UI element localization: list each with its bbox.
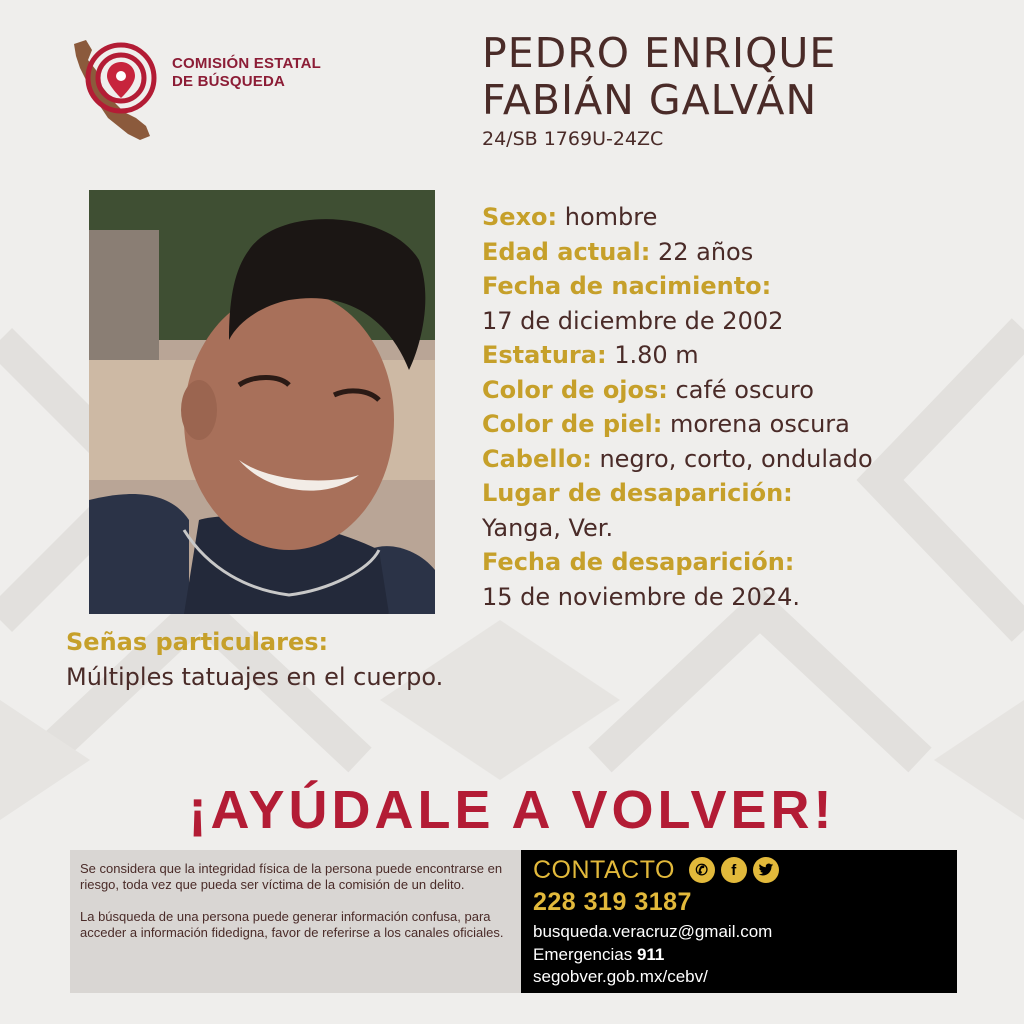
birth-label: Fecha de nacimiento: bbox=[482, 272, 772, 300]
detail-skin bbox=[482, 407, 1012, 442]
detail-height bbox=[482, 338, 1012, 373]
detail-birth-value-row bbox=[482, 304, 1012, 339]
detail-eyes bbox=[482, 373, 1012, 408]
detail-place-value-row bbox=[482, 511, 1012, 546]
detail-hair bbox=[482, 442, 1012, 477]
eyes-value: café oscuro bbox=[675, 375, 814, 404]
sex-label: Sexo: bbox=[482, 203, 558, 231]
contact-phone[interactable]: 228 319 3187 bbox=[533, 888, 692, 916]
eyes-label: Color de ojos: bbox=[482, 375, 668, 404]
place-label: Lugar de desaparición: bbox=[482, 479, 793, 507]
case-id: 24/SB 1769U-24ZC bbox=[482, 128, 664, 150]
age-label: Edad actual: bbox=[482, 237, 651, 266]
twitter-icon[interactable] bbox=[753, 857, 779, 883]
person-details bbox=[482, 200, 1012, 614]
skin-value: morena oscura bbox=[669, 410, 850, 438]
missing-person-name bbox=[482, 30, 1002, 124]
person-photo bbox=[89, 190, 435, 614]
contact-title: CONTACTO bbox=[533, 855, 675, 884]
organization-name bbox=[172, 55, 321, 91]
name-line2: FABIÁN GALVÁN bbox=[482, 76, 818, 124]
detail-date-label-row bbox=[482, 545, 1012, 580]
detail-birth-label-row bbox=[482, 269, 1012, 304]
organization-name-line2: DE BÚSQUEDA bbox=[172, 73, 286, 90]
facebook-icon[interactable]: f bbox=[721, 857, 747, 883]
detail-age bbox=[482, 235, 1012, 270]
organization-name-line1: COMISIÓN ESTATAL bbox=[172, 55, 322, 72]
disclaimer-paragraph-2: La búsqueda de una persona puede generar información confusa, para acceder a información fidedigna, favor de referirse a los canales oficiales. bbox=[80, 909, 504, 940]
name-line1: PEDRO ENRIQUE bbox=[482, 29, 837, 77]
detail-date-value-row bbox=[482, 580, 1012, 615]
detail-sex bbox=[482, 200, 1012, 235]
contact-header bbox=[533, 854, 945, 886]
call-to-action: ¡AYÚDALE A VOLVER! bbox=[188, 780, 836, 840]
detail-place-label-row bbox=[482, 476, 1012, 511]
distinguishing-marks bbox=[66, 625, 586, 694]
sex-value: hombre bbox=[564, 203, 658, 231]
commission-logo bbox=[66, 36, 176, 146]
date-value: 15 de noviembre de 2024. bbox=[482, 582, 801, 611]
height-label: Estatura: bbox=[482, 341, 607, 369]
hair-value: negro, corto, ondulado bbox=[599, 444, 873, 473]
age-value: 22 años bbox=[657, 237, 754, 266]
contact-email[interactable]: busqueda.veracruz@gmail.com bbox=[533, 922, 773, 941]
skin-label: Color de piel: bbox=[482, 410, 663, 438]
emergency-label: Emergencias bbox=[533, 944, 633, 964]
date-label: Fecha de desaparición: bbox=[482, 548, 795, 576]
disclaimer-paragraph-1: Se considera que la integridad física de la persona puede encontrarse en riesgo, toda vez que pueda ser víctima de la comisión de un delito. bbox=[80, 861, 503, 892]
height-value: 1.80 m bbox=[614, 341, 699, 369]
contact-box bbox=[521, 850, 957, 993]
disclaimer-box bbox=[70, 850, 522, 993]
phone-icon[interactable]: ✆ bbox=[689, 857, 715, 883]
contact-website[interactable]: segobver.gob.mx/cebv/ bbox=[533, 967, 708, 986]
marks-value: Múltiples tatuajes en el cuerpo. bbox=[66, 662, 444, 691]
marks-label: Señas particulares: bbox=[66, 628, 329, 656]
emergency-number[interactable]: 911 bbox=[636, 944, 665, 964]
contact-emergency bbox=[533, 944, 945, 967]
hair-label: Cabello: bbox=[482, 444, 592, 473]
place-value: Yanga, Ver. bbox=[482, 513, 614, 542]
birth-value: 17 de diciembre de 2002 bbox=[482, 306, 784, 335]
